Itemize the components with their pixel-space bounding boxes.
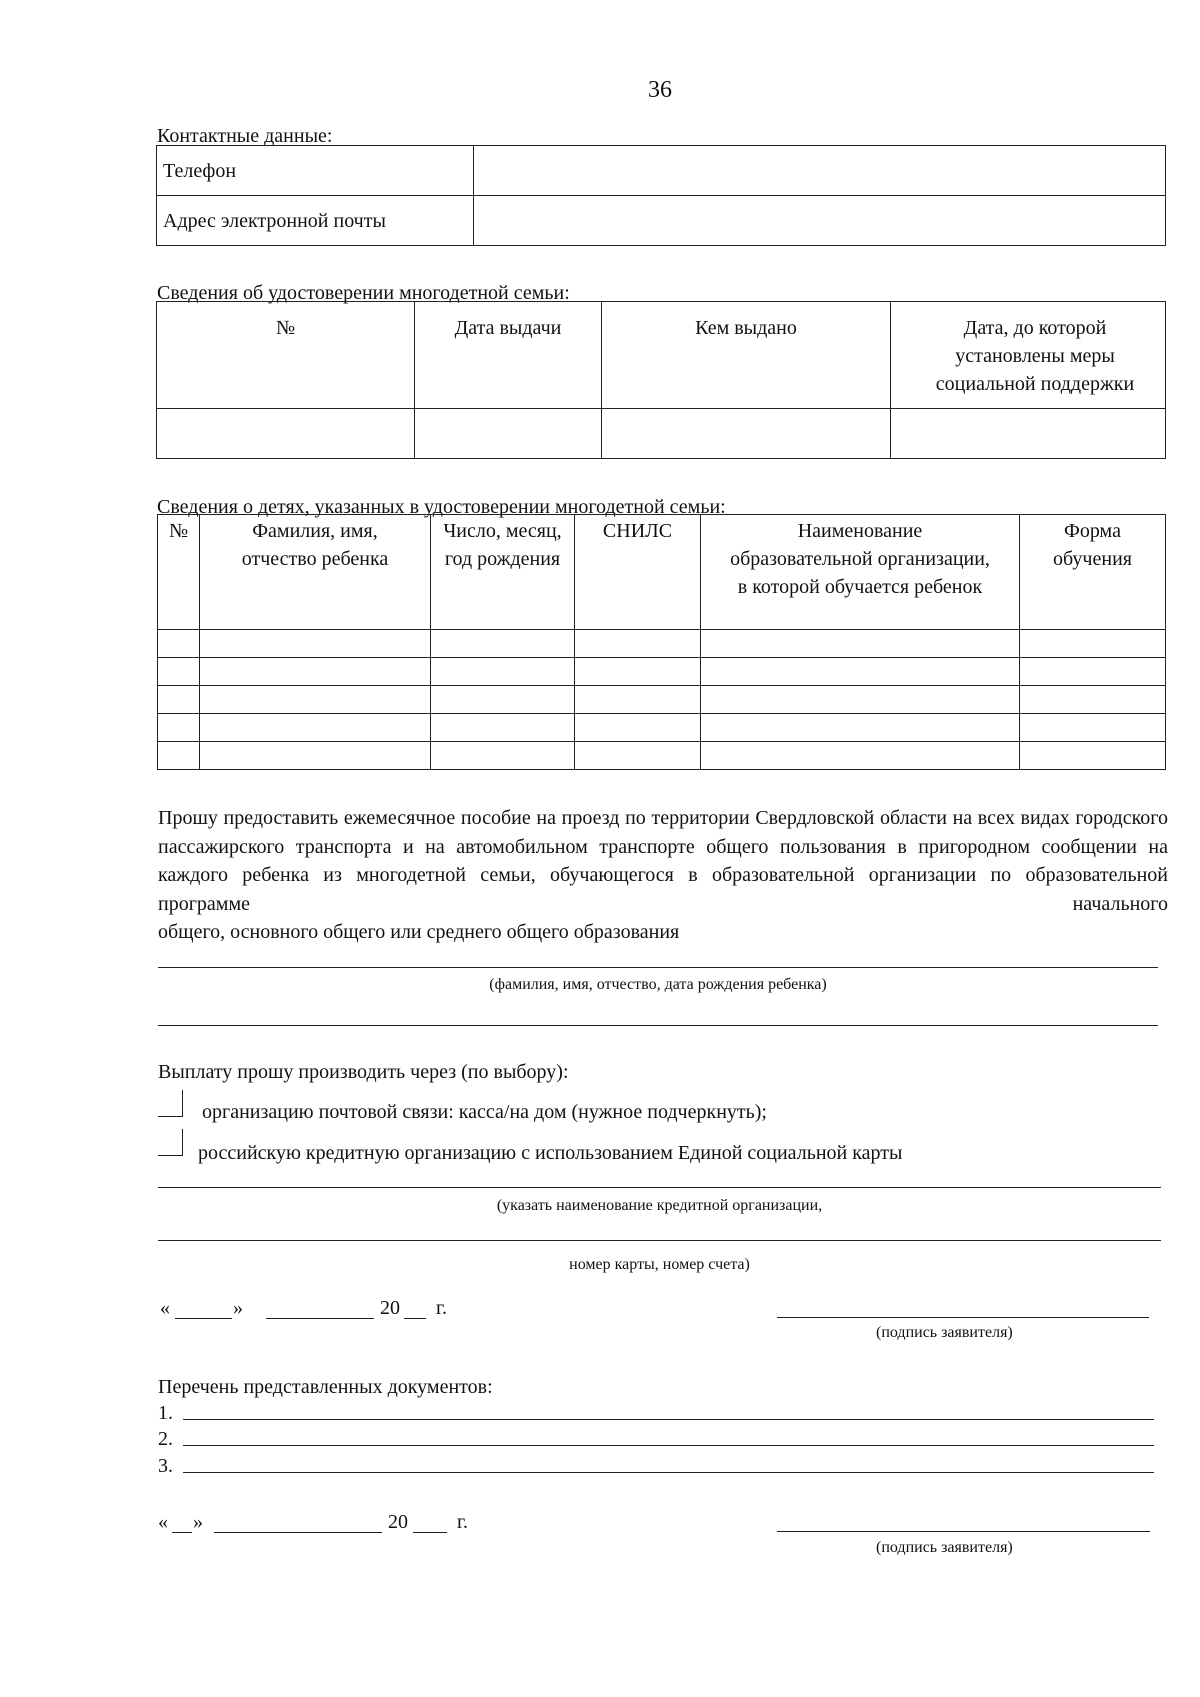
children-cell[interactable] bbox=[200, 742, 431, 770]
children-cell[interactable] bbox=[701, 742, 1020, 770]
phone-label-cell bbox=[157, 146, 474, 196]
children-col-name: Фамилия, имя, отчество ребенка bbox=[241, 520, 389, 570]
certificate-col-issued-by: Кем выдано bbox=[695, 317, 797, 339]
date2-close-quote: » bbox=[193, 1511, 203, 1533]
children-cell[interactable] bbox=[431, 686, 575, 714]
children-cell[interactable] bbox=[158, 714, 200, 742]
date2-year-suffix: г. bbox=[457, 1511, 468, 1533]
children-cell[interactable] bbox=[575, 658, 701, 686]
certificate-header-cell bbox=[157, 302, 415, 409]
contacts-table bbox=[156, 145, 1166, 246]
documents-heading: Перечень представленных документов: bbox=[158, 1376, 493, 1398]
certificate-header-cell bbox=[602, 302, 891, 409]
card-number-caption: номер карты, номер счета) bbox=[569, 1256, 750, 1273]
children-cell[interactable] bbox=[158, 742, 200, 770]
checkbox-credit-org[interactable] bbox=[158, 1129, 183, 1156]
certificate-col-valid-until: Дата, до которой установлены меры социальной поддержки bbox=[935, 317, 1135, 395]
children-col-snils: СНИЛС bbox=[602, 520, 673, 542]
children-cell[interactable] bbox=[1020, 630, 1166, 658]
children-col-birthdate: Число, месяц, год рождения bbox=[443, 520, 562, 570]
signature-caption: (подпись заявителя) bbox=[876, 1324, 1013, 1341]
children-header-cell bbox=[701, 515, 1020, 630]
contacts-heading: Контактные данные: bbox=[157, 125, 333, 147]
card-number-line[interactable] bbox=[158, 1240, 1161, 1241]
children-cell[interactable] bbox=[158, 658, 200, 686]
children-header-cell bbox=[158, 515, 200, 630]
payment-heading: Выплату прошу производить через (по выбору): bbox=[158, 1061, 569, 1083]
children-cell[interactable] bbox=[1020, 686, 1166, 714]
children-cell[interactable] bbox=[200, 630, 431, 658]
document-line-1[interactable] bbox=[183, 1419, 1154, 1420]
document-item-number: 1. bbox=[158, 1402, 173, 1424]
certificate-cell[interactable] bbox=[602, 409, 891, 459]
children-cell[interactable] bbox=[1020, 714, 1166, 742]
checkbox-post-office[interactable] bbox=[158, 1090, 183, 1117]
children-heading: Сведения о детях, указанных в удостоверении многодетной семьи: bbox=[157, 496, 726, 518]
children-cell[interactable] bbox=[158, 686, 200, 714]
children-cell[interactable] bbox=[158, 630, 200, 658]
children-cell[interactable] bbox=[575, 742, 701, 770]
date-year-line[interactable] bbox=[404, 1318, 426, 1319]
certificate-header-cell bbox=[891, 302, 1166, 409]
certificate-col-issue-date: Дата выдачи bbox=[454, 317, 562, 339]
children-cell[interactable] bbox=[431, 630, 575, 658]
children-header-cell bbox=[431, 515, 575, 630]
date-open-quote: « bbox=[160, 1297, 170, 1319]
certificate-cell[interactable] bbox=[891, 409, 1166, 459]
date2-day-line[interactable] bbox=[172, 1532, 192, 1533]
children-col-study-form: Форма обучения bbox=[1053, 520, 1132, 570]
children-table bbox=[157, 514, 1166, 770]
signature2-caption: (подпись заявителя) bbox=[876, 1539, 1013, 1556]
date-year-suffix: г. bbox=[436, 1297, 447, 1319]
certificate-cell[interactable] bbox=[157, 409, 415, 459]
children-cell[interactable] bbox=[431, 742, 575, 770]
children-cell[interactable] bbox=[200, 714, 431, 742]
child-info-line[interactable] bbox=[158, 967, 1158, 968]
signature2-line[interactable] bbox=[777, 1531, 1150, 1532]
date2-year-prefix: 20 bbox=[388, 1511, 408, 1533]
page-number: 36 bbox=[648, 77, 672, 103]
date-month-line[interactable] bbox=[266, 1318, 374, 1319]
certificate-col-number: № bbox=[275, 317, 296, 339]
children-cell[interactable] bbox=[575, 714, 701, 742]
children-cell[interactable] bbox=[1020, 742, 1166, 770]
document-line-3[interactable] bbox=[183, 1472, 1154, 1473]
children-col-school: Наименование образовательной организации, в которой обучается ребенок bbox=[730, 520, 990, 598]
phone-value-cell[interactable] bbox=[474, 146, 1166, 196]
certificate-cell[interactable] bbox=[415, 409, 602, 459]
children-header-cell bbox=[575, 515, 701, 630]
child-info-caption: (фамилия, имя, отчество, дата рождения ребенка) bbox=[489, 976, 827, 993]
children-cell[interactable] bbox=[575, 686, 701, 714]
certificate-table bbox=[156, 301, 1166, 459]
signature-line[interactable] bbox=[777, 1317, 1149, 1318]
certificate-heading: Сведения об удостоверении многодетной семьи: bbox=[157, 282, 570, 304]
date2-open-quote: « bbox=[158, 1511, 168, 1533]
children-cell[interactable] bbox=[200, 686, 431, 714]
children-cell[interactable] bbox=[431, 658, 575, 686]
children-cell[interactable] bbox=[701, 630, 1020, 658]
email-label-cell bbox=[157, 196, 474, 246]
phone-value bbox=[474, 146, 1165, 157]
email-value bbox=[474, 196, 1165, 207]
date-year-prefix: 20 bbox=[380, 1297, 400, 1319]
children-cell[interactable] bbox=[701, 658, 1020, 686]
date2-month-line[interactable] bbox=[214, 1532, 382, 1533]
children-cell[interactable] bbox=[200, 658, 431, 686]
children-cell[interactable] bbox=[431, 714, 575, 742]
child-info-line-2[interactable] bbox=[158, 1025, 1158, 1026]
certificate-header-cell bbox=[415, 302, 602, 409]
children-cell[interactable] bbox=[701, 686, 1020, 714]
children-col-number: № bbox=[168, 520, 189, 542]
children-header-cell bbox=[1020, 515, 1166, 630]
request-paragraph-last-line: общего, основного общего или среднего общего образования bbox=[158, 921, 680, 943]
email-value-cell[interactable] bbox=[474, 196, 1166, 246]
children-cell[interactable] bbox=[701, 714, 1020, 742]
email-label: Адрес электронной почты bbox=[163, 210, 386, 232]
children-cell[interactable] bbox=[1020, 658, 1166, 686]
bank-name-caption: (указать наименование кредитной организации, bbox=[496, 1197, 823, 1214]
date-close-quote: » bbox=[233, 1297, 243, 1319]
phone-label: Телефон bbox=[163, 160, 237, 182]
payment-option-post: организацию почтовой связи: касса/на дом (нужное подчеркнуть); bbox=[202, 1101, 767, 1123]
request-paragraph: Прошу предоставить ежемесячное пособие на проезд по территории Свердловской области на всех видах городского пассажирского транспорта и на автомобильном транспорте общего пользования в пригородном сообщении на каждого ребенка из многодетной семьи, обучающегося в образовательной организации по образовательной программе начального bbox=[158, 807, 1168, 915]
children-cell[interactable] bbox=[575, 630, 701, 658]
date2-year-line[interactable] bbox=[413, 1532, 447, 1533]
document-line-2[interactable] bbox=[183, 1445, 1154, 1446]
payment-option-bank: российскую кредитную организацию с использованием Единой социальной карты bbox=[198, 1142, 903, 1164]
date-day-line[interactable] bbox=[175, 1318, 232, 1319]
children-header-cell bbox=[200, 515, 431, 630]
document-item-number: 3. bbox=[158, 1455, 173, 1477]
bank-name-line[interactable] bbox=[158, 1187, 1161, 1188]
document-item-number: 2. bbox=[158, 1428, 173, 1450]
